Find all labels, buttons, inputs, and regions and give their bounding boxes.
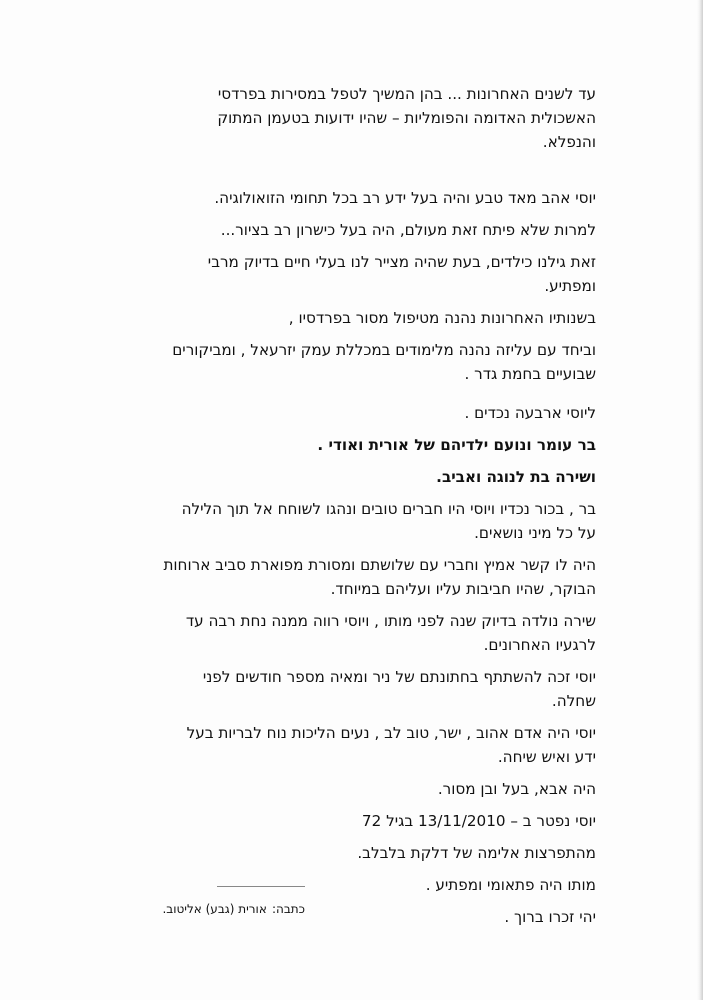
paragraph (86, 841, 596, 865)
family-section (86, 401, 596, 937)
text-line: לרגעיו האחרונים. (483, 636, 596, 654)
paragraph (86, 609, 596, 657)
text-line: יהי זכרו ברוך . (504, 908, 596, 926)
paragraph-bold (86, 465, 596, 489)
text-line: הבוקר, שהיו חביבות עליו ועליהם במיוחד. (330, 580, 596, 598)
text-line: ושירה בת לנוגה ואביב. (436, 468, 596, 486)
paragraph (86, 553, 596, 601)
about-section (86, 186, 596, 394)
text-line: והנפלא. (542, 133, 596, 151)
text-line: ידע ואיש שיחה. (497, 748, 596, 766)
text-line: יוסי היה אדם אהוב , ישר, טוב לב , נעים הליכות נוח לבריות בעל (186, 724, 596, 742)
paragraph (86, 401, 596, 425)
text-line: שחלה. (551, 692, 596, 710)
text-line: ליוסי ארבעה נכדים . (464, 404, 596, 422)
text-line: מותו היה פתאומי ומפתיע . (425, 876, 596, 894)
text-line: וביחד עם עליזה נהנה מלימודים במכללת עמק יזרעאל , ומביקורים (172, 341, 596, 359)
text-line: מהתפרצות אלימה של דלקת בלבלב. (357, 844, 596, 862)
text-line: זאת גילנו כילדים, בעת שהיה מצייר לנו בעלי חיים בדיוק מרבי (207, 253, 596, 271)
signature-label: כתבה: (271, 902, 305, 916)
opening-paragraph (86, 82, 596, 154)
text-line: יוסי נפטר ב – 13/11/2010 בגיל 72 (361, 812, 596, 830)
paragraph-bold (86, 433, 596, 457)
text-line: שבועיים בחמת גדר . (464, 365, 596, 383)
signature (95, 898, 305, 918)
paragraph (86, 306, 596, 330)
paragraph (86, 665, 596, 713)
paragraph (86, 250, 596, 298)
text-line: בר עומר ונועם ילדיהם של אורית ואודי . (317, 436, 596, 454)
paragraph (86, 218, 596, 242)
scan-edge-shadow (697, 0, 703, 1000)
paragraph (86, 809, 596, 833)
text-line: האשכולית האדומה והפומליות – שהיו ידועות בטעמן המתוק (217, 109, 596, 127)
paragraph (86, 497, 596, 545)
paragraph (86, 721, 596, 769)
text-line: עד לשנים האחרונות ... בהן המשיך לטפל במסירות בפרדסי (217, 85, 596, 103)
paragraph (86, 873, 596, 897)
text-line: יוסי זכה להשתתף בחתונתם של ניר ומאיה מספר חודשים לפני (202, 668, 596, 686)
text-line: היה לו קשר אמיץ וחברי עם שלושתם ומסורת מפוארת סביב ארוחות (163, 556, 596, 574)
text-line: למרות שלא פיתח זאת מעולם, היה בעל כישרון רב בציור... (220, 221, 596, 239)
paragraph (86, 338, 596, 386)
text-line: היה אבא, בעל ובן מסור. (437, 780, 596, 798)
paragraph (86, 186, 596, 210)
signature-rule (217, 886, 305, 887)
text-line: בשנותיו האחרונות נהנה מטיפול מסור בפרדסיו , (288, 309, 596, 327)
text-line: בר , בכור נכדיו ויוסי היו חברים טובים ונהגו לשוחח אל תוך הלילה (181, 500, 596, 518)
text-line: שירה נולדה בדיוק שנה לפני מותו , ויוסי רווה ממנה נחת רבה עד (185, 612, 596, 630)
text-line: יוסי אהב מאד טבע והיה בעל ידע רב בכל תחומי הזואולוגיה. (214, 189, 596, 207)
paragraph (86, 777, 596, 801)
text-line: על כל מיני נושאים. (474, 524, 596, 542)
signature-author: אורית (גבע) אליטוב. (162, 902, 267, 916)
text-line: ומפתיע. (544, 277, 596, 295)
